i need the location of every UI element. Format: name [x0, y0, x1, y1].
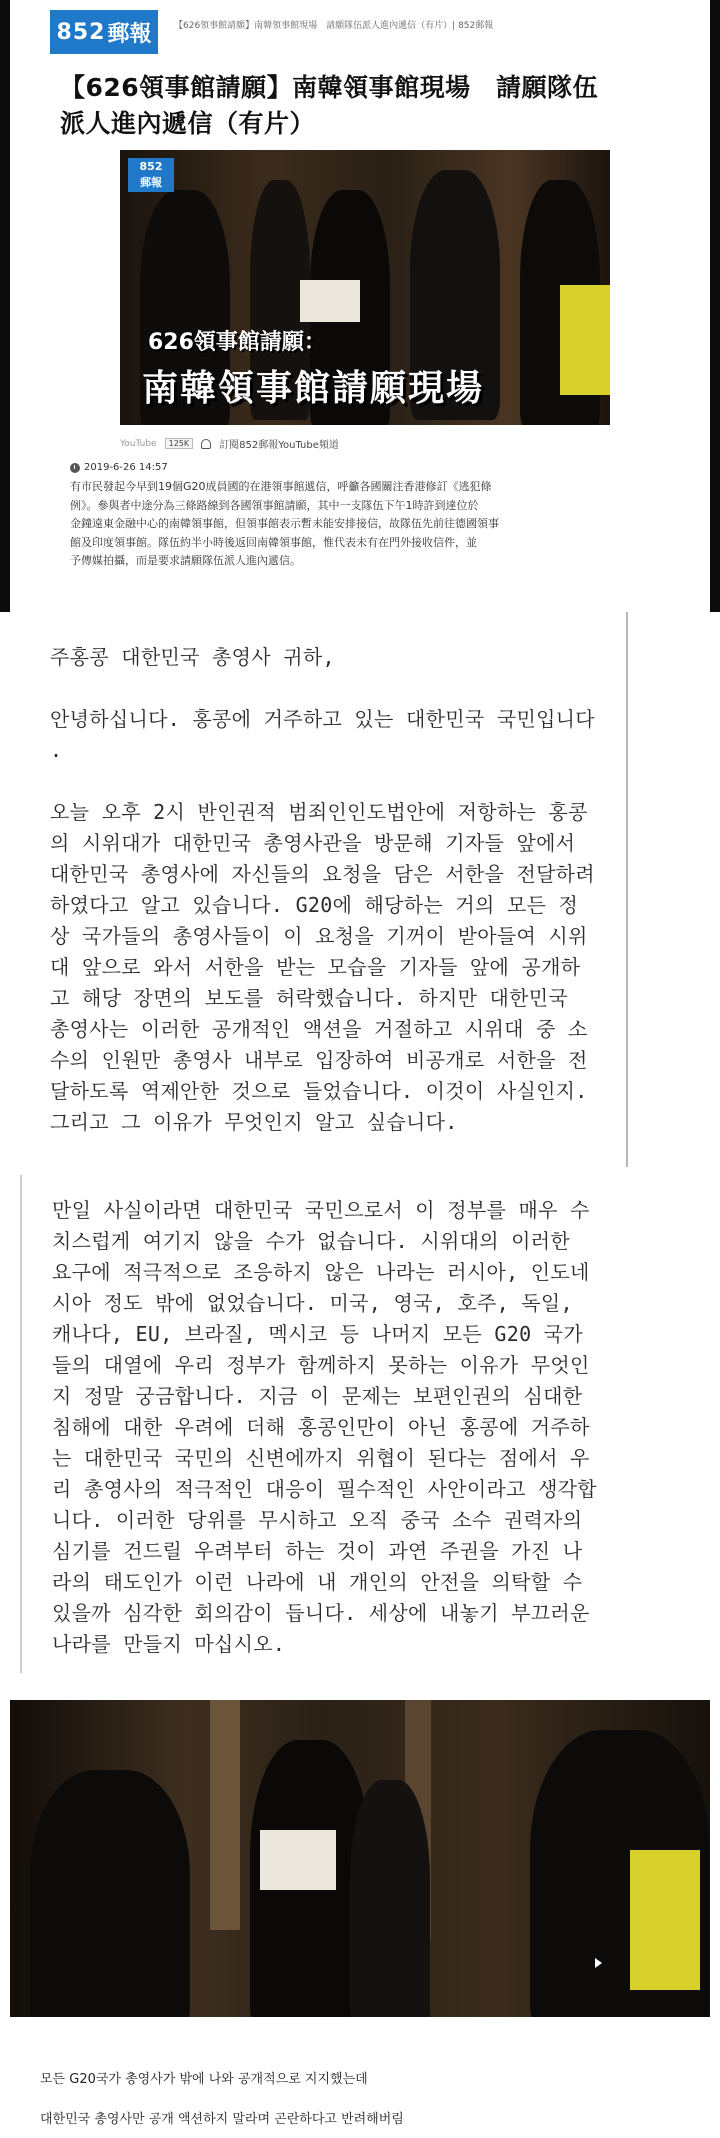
letter-line: 오늘 오후 2시 반인권적 범죄인인도법안에 저항하는 홍콩 — [50, 800, 588, 824]
letter-line: 총영사는 이러한 공개적인 액션을 거절하고 시위대 중 소 — [50, 1017, 588, 1041]
article-title-line: 派人進內遞信（有片） — [60, 109, 316, 138]
logo-text: 郵報 — [107, 21, 152, 47]
letter-line: . — [50, 738, 63, 762]
person-silhouette — [350, 1780, 430, 2017]
subscriber-count: 125K — [165, 438, 194, 449]
video-thumbnail[interactable] — [120, 150, 610, 425]
letter-line: 는 대한민국 국민의 신변에까지 위협이 된다는 점에서 우 — [52, 1446, 590, 1470]
protest-letter-sign — [260, 1830, 336, 1890]
letter-line: 시아 정도 밖에 없었습니다. 미국, 영국, 호주, 독일, — [52, 1291, 573, 1315]
news-article-screenshot — [0, 0, 720, 612]
letter-line: 나라를 만들지 마십시오. — [52, 1632, 286, 1656]
badge-text: 郵報 — [140, 176, 162, 189]
letter-line: 상 국가들의 총영사들이 이 요청을 기꺼이 받아들여 시위 — [50, 924, 588, 948]
letter-line: 주홍콩 대한민국 총영사 귀하, — [50, 645, 335, 669]
letter-line: 달하도록 역제안한 것으로 들었습니다. 이것이 사실인지. — [50, 1079, 588, 1103]
letter-line: 대 앞으로 와서 서한을 받는 모습을 기자들 앞에 공개하 — [50, 955, 581, 979]
letter-line: 심기를 건드릴 우려부터 하는 것이 과연 주권을 가진 나 — [52, 1539, 583, 1563]
yellow-vest — [630, 1850, 700, 1990]
caption-line2: 대한민국 총영사만 공개 액션하지 말라며 곤란하다고 반려해버림 — [40, 2112, 404, 2127]
letter-block-1 — [20, 612, 628, 1167]
yellow-vest — [560, 285, 610, 395]
subscribe-link[interactable]: 訂閱852郵報YouTube頻道 — [219, 440, 339, 451]
letter-line: 고 해당 장면의 보도를 허락했습니다. 하지만 대한민국 — [50, 986, 569, 1010]
letter-line: 만일 사실이라면 대한민국 국민으로서 이 정부를 매우 수 — [52, 1198, 590, 1222]
youtube-subscribe-row — [120, 436, 339, 451]
letter-line: 니다. 이러한 당위를 무시하고 오직 중국 소수 권력자의 — [52, 1508, 583, 1532]
article-body-line: 有市民發起今早到19個G20成員國的在港領事館遞信，呼籲各國關注香港修訂《逃犯條 — [70, 480, 492, 493]
letter-line: 침해에 대한 우려에 더해 홍콩인만이 아닌 홍콩에 거주하 — [52, 1415, 590, 1439]
youtube-label: YouTube — [120, 438, 157, 449]
letter-blank-line — [50, 673, 626, 704]
bell-icon — [201, 439, 211, 449]
date-text: 2019-6-26 14:57 — [84, 462, 168, 473]
letter-line: 안녕하십니다. 홍콩에 거주하고 있는 대한민국 국민입니다 — [50, 707, 595, 731]
article-title — [60, 70, 660, 142]
article-body — [70, 478, 660, 571]
letter-line: 캐나다, EU, 브라질, 멕시코 등 나머지 모든 G20 국가 — [52, 1322, 583, 1346]
caption-line1: 모든 G20국가 총영사가 밖에 나와 공개적으로 지지했는데 — [40, 2072, 368, 2087]
person-silhouette — [30, 1770, 190, 2017]
letter-block-2 — [20, 1175, 628, 1673]
article-date — [70, 462, 168, 473]
door-frame — [210, 1700, 240, 1930]
852-post-logo[interactable] — [50, 10, 158, 54]
letter-line: 리 총영사의 적극적인 대응이 필수적인 사안이라고 생각합 — [52, 1477, 597, 1501]
letter-line: 라의 태도인가 이런 나라에 내 개인의 안전을 의탁할 수 — [52, 1570, 583, 1594]
article-body-line: 例》。參與者中途分為三條路線到各國領事館請願，其中一支隊伍下午1時許到達位於 — [70, 498, 479, 512]
letter-line: 하였다고 알고 있습니다. G20에 해당하는 거의 모든 정 — [50, 893, 579, 917]
letter-line: 그리고 그 이유가 무엇인지 알고 싶습니다. — [50, 1110, 458, 1134]
letter-blank-line — [50, 766, 626, 797]
badge-number: 852 — [139, 160, 163, 173]
video-caption-line2: 南韓領事館請願現場 — [142, 368, 485, 409]
breadcrumb: 【626領事館請願】南韓領事館現場 請願隊伍派人進內遞信（有片）| 852郵報 — [174, 21, 494, 31]
video-caption-line1: 626領事館請願： — [148, 330, 326, 355]
consulate-video-still[interactable] — [10, 1700, 710, 2017]
letter-line: 있을까 심각한 회의감이 듭니다. 세상에 내놓기 부끄러운 — [52, 1601, 590, 1625]
news-header — [50, 8, 690, 56]
letter-line: 치스럽게 여기지 않을 수가 없습니다. 시위대의 이러한 — [52, 1229, 571, 1253]
letter-line: 들의 대열에 우리 정부가 함께하지 못하는 이유가 무엇인 — [52, 1353, 590, 1377]
letter-line: 지 정말 궁금합니다. 지금 이 문제는 보편인권의 심대한 — [52, 1384, 583, 1408]
letter-line: 대한민국 총영사에 자신들의 요청을 담은 서한을 전달하려 — [50, 862, 595, 886]
letter-line: 요구에 적극적으로 조응하지 않은 나라는 러시아, 인도네 — [52, 1260, 590, 1284]
protest-letter-sign — [300, 280, 360, 322]
letter-line: 의 시위대가 대한민국 총영사관을 방문해 기자들 앞에서 — [50, 831, 576, 855]
cursor-icon — [595, 1958, 602, 1968]
article-body-line: 館及印度領事館。隊伍約半小時後返回南韓領事館，惟代表未有在門外接收信件，並 — [70, 535, 477, 549]
letter-line: 수의 인원만 총영사 내부로 입장하여 비공개로 서한을 전 — [50, 1048, 588, 1072]
article-title-line: 【626領事館請願】南韓領事館現場 請願隊伍 — [60, 73, 599, 102]
clock-icon — [70, 463, 80, 473]
video-logo-badge — [128, 158, 174, 192]
article-body-line: 金鐘遠東金融中心的南韓領事館，但領事館表示暫未能安排接信，故隊伍先前往德國領事 — [70, 517, 499, 530]
logo-number: 852 — [56, 19, 106, 45]
article-body-line: 予傳媒拍攝，而是要求請願隊伍派人進內遞信。 — [70, 554, 301, 567]
